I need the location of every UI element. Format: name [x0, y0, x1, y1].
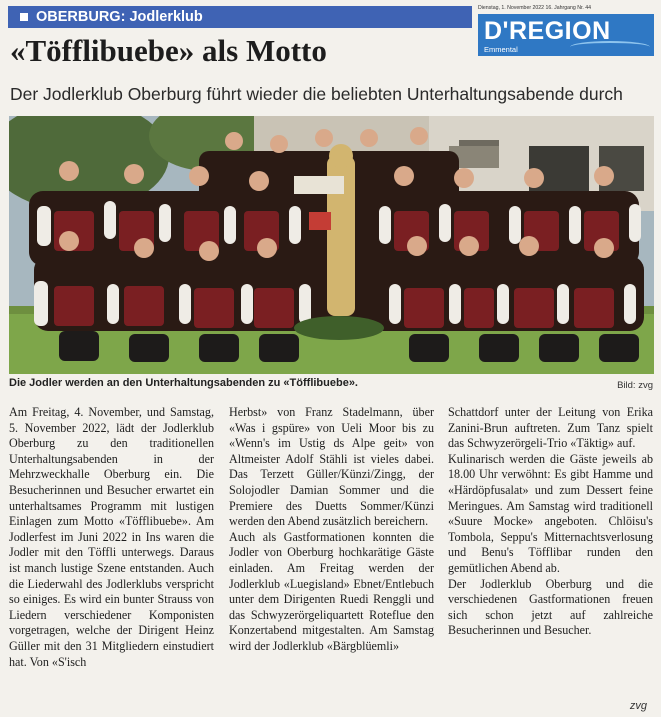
logo-name: D'REGION: [484, 17, 611, 45]
logo-subtitle: Emmental: [484, 45, 518, 54]
paragraph: Schattdorf unter der Leitung von Erika Zanini-Brun auftreten. Zum Tanz spielt das Schwyzerörgeli-Trio «Täktig» auf.: [448, 405, 653, 451]
author-signature: zvg: [629, 700, 647, 712]
group-photo: [9, 116, 654, 374]
rubric-label: OBERBURG: Jodlerklub: [36, 9, 203, 25]
paragraph: Auch als Gastformationen konnten die Jodler von Oberburg hochkarätige Gäste einladen. Am Freitag werden der Jodlerklub «Luegisland» Ebnet/Entlebuch unter dem Dirigenten Ruedi Renggli und das Schwyzerörgeliquartett Roteflue den Konzertabend mitgestalten. Am Samstag wird der Jodlerklub «Bärgblüemli»: [229, 529, 434, 653]
paragraph: Der Jodlerklub Oberburg und die verschiedenen Gastformationen freuen sich schon jetzt auf zahlreiche Besucherinnen und Besucher.: [448, 576, 653, 638]
photo-credit: Bild: zvg: [617, 380, 653, 391]
article-title: «Töfflibuebe» als Motto: [10, 33, 327, 68]
wave-icon: [570, 41, 650, 53]
photo-illustration: [9, 116, 654, 374]
text-column-2: [229, 405, 434, 655]
photo-caption: Die Jodler werden an den Unterhaltungsabenden zu «Töfflibuebe».: [9, 377, 358, 389]
text-column-3: [448, 405, 653, 639]
article-subtitle: Der Jodlerklub Oberburg führt wieder die beliebten Unterhaltungsabende durch: [10, 84, 623, 104]
dateline: Dienstag, 1. November 2022 16. Jahrgang Nr. 44: [478, 5, 592, 11]
paragraph: Kulinarisch werden die Gäste jeweils ab 18.00 Uhr verwöhnt: Es gibt Hamme und «Härdöpfusalat» und zum Dessert feine Meringues. Am Samstag wird traditionell «Suure Mocke» angeboten. Chlöisu's Tombola, Seppu's Mitternachtsverlosung und Benu's Töfflibar runden den gemütlichen Abend ab.: [448, 451, 653, 575]
text-column-1: [9, 405, 214, 670]
section-rubric: [8, 6, 472, 28]
paragraph: Am Freitag, 4. November, und Samstag, 5. November 2022, lädt der Jodlerklub Oberburg zu den traditionellen Unterhaltungsabenden in der Mehrzweckhalle Oberburg ein. Die Besucherinnen und Besucher erwartet ein unterhaltsames Programm mit lustigen Einlagen zum Motto «Töfflibuebe». Am Jodlerfest im Juni 2022 in Ins waren die Jodler mit den Töffli unterwegs. Daraus ist manch lustige Szene entstanden. Auch die Liederwahl des Jodlerklubs verspricht so einiges. Es wird ein bunter Strauss von Liedern verschiedener Komponisten vorgetragen, welche der Dirigent Heinz Güller mit den 31 Mitgliedern einstudiert hat. Von «S'isch: [9, 405, 214, 669]
square-bullet-icon: [20, 13, 28, 21]
newspaper-logo: [478, 14, 654, 56]
paragraph: Herbst» von Franz Stadelmann, über «Was i gspüre» von Ueli Moor bis zu «Wenn's im Ustig ds Alpe geit» von Altmeister Adolf Stähli ist vieles dabei. Das Terzett Güller/Künzi/Zingg, der Solojodler Damian Sommer und die Premiere des Duetts Sommer/Künzi werden den Abend zusätzlich bereichern.: [229, 405, 434, 529]
